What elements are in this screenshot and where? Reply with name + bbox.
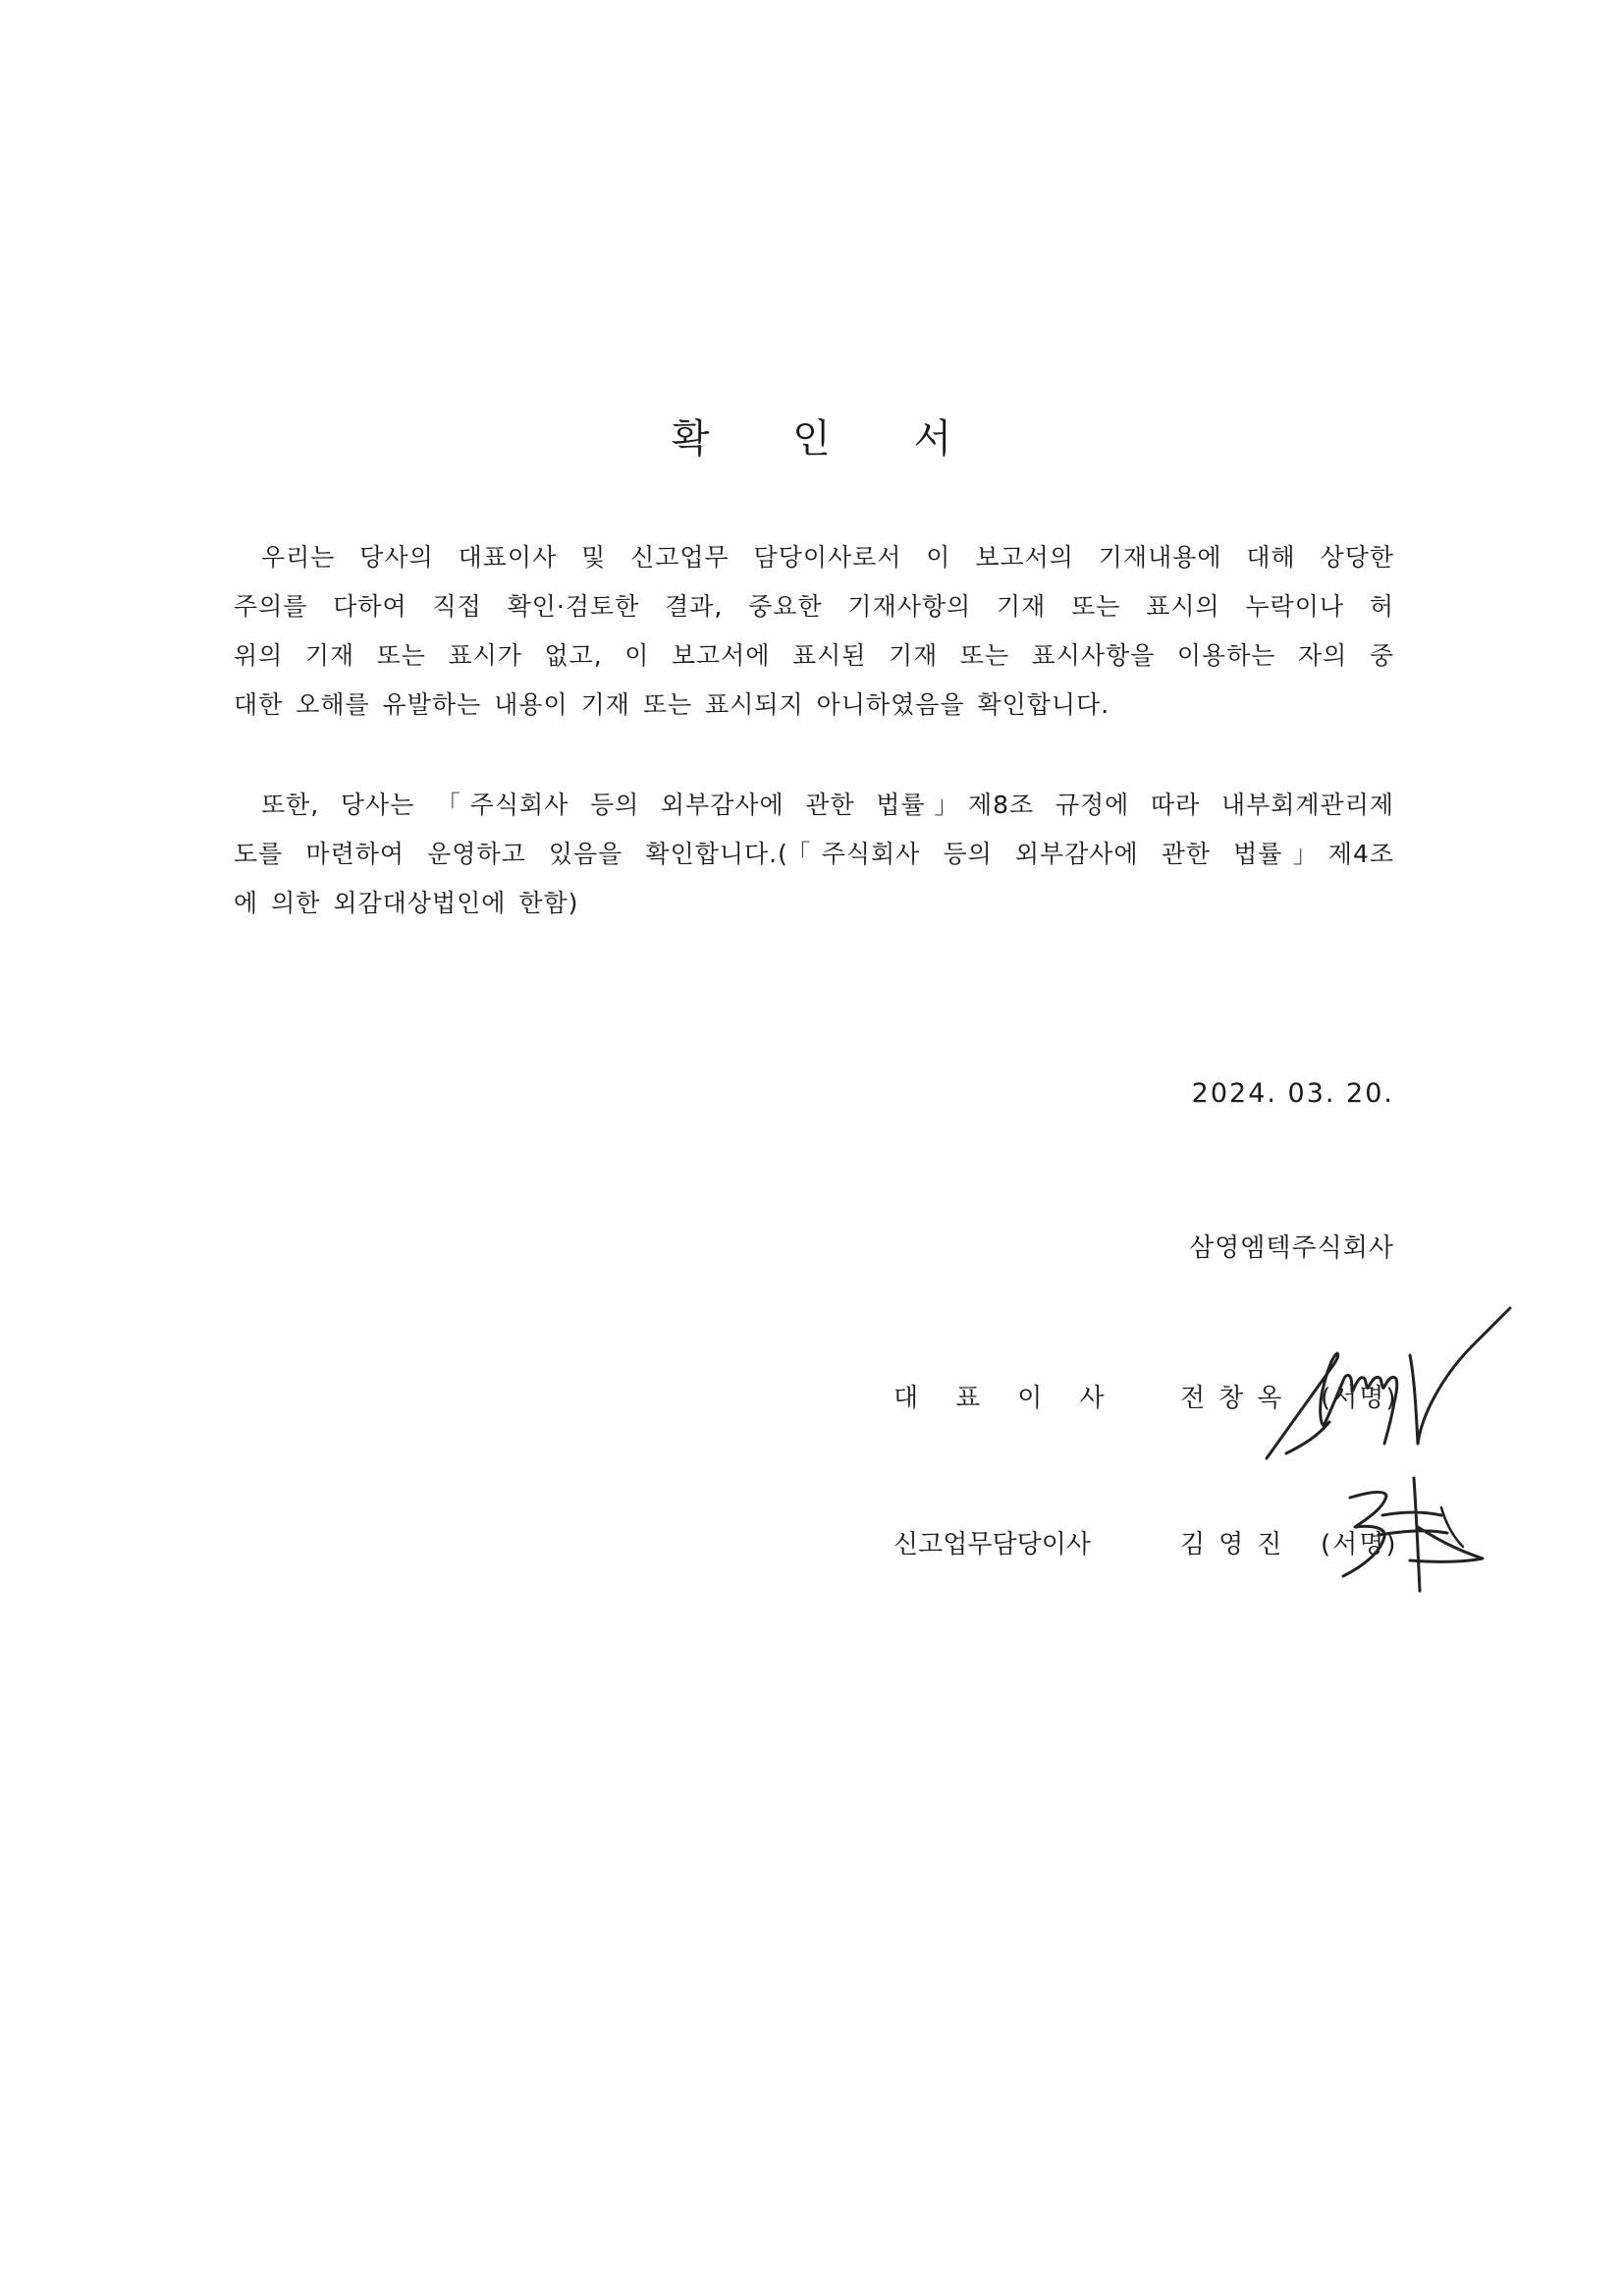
signatory-name: 전창옥 <box>1180 1384 1296 1413</box>
signature-mark-label: (서명) <box>1321 1530 1398 1559</box>
signatory-role: 대표이사 <box>893 1384 1142 1413</box>
company-name: 삼영엠텍주식회사 <box>1189 1233 1394 1263</box>
paragraph-internal-control <box>234 781 1394 928</box>
paragraph-confirmation <box>234 533 1394 730</box>
paragraph-line: 주의를 다하여 직접 확인·검토한 결과, 중요한 기재사항의 기재 또는 표시의 누락이나 허 <box>234 592 1394 621</box>
paragraph-line: 또한, 당사는 「주식회사 등의 외부감사에 관한 법률」제8조 규정에 따라 내부회계관리제 <box>261 791 1394 819</box>
paragraph-line: 위의 기재 또는 표시가 없고, 이 보고서에 표시된 기재 또는 표시사항을 이용하는 자의 중 <box>234 641 1394 670</box>
paragraph-line: 에 의한 외감대상법인에 한함) <box>234 889 579 917</box>
signature-mark-label: (서명) <box>1321 1384 1398 1413</box>
paragraph-line: 대한 오해를 유발하는 내용이 기재 또는 표시되지 아니하였음을 확인합니다. <box>234 690 1110 719</box>
signatory-name: 김영진 <box>1180 1530 1296 1559</box>
signatory-role: 신고업무담당이사 <box>893 1530 1091 1559</box>
document-date: 2024. 03. 20. <box>1191 1078 1394 1109</box>
document-title: 확 인 서 <box>671 416 988 462</box>
paragraph-line: 우리는 당사의 대표이사 및 신고업무 담당이사로서 이 보고서의 기재내용에 대해 상당한 <box>261 543 1394 572</box>
paragraph-line: 도를 마련하여 운영하고 있음을 확인합니다.(「주식회사 등의 외부감사에 관한 법률」제4조 <box>234 840 1394 868</box>
